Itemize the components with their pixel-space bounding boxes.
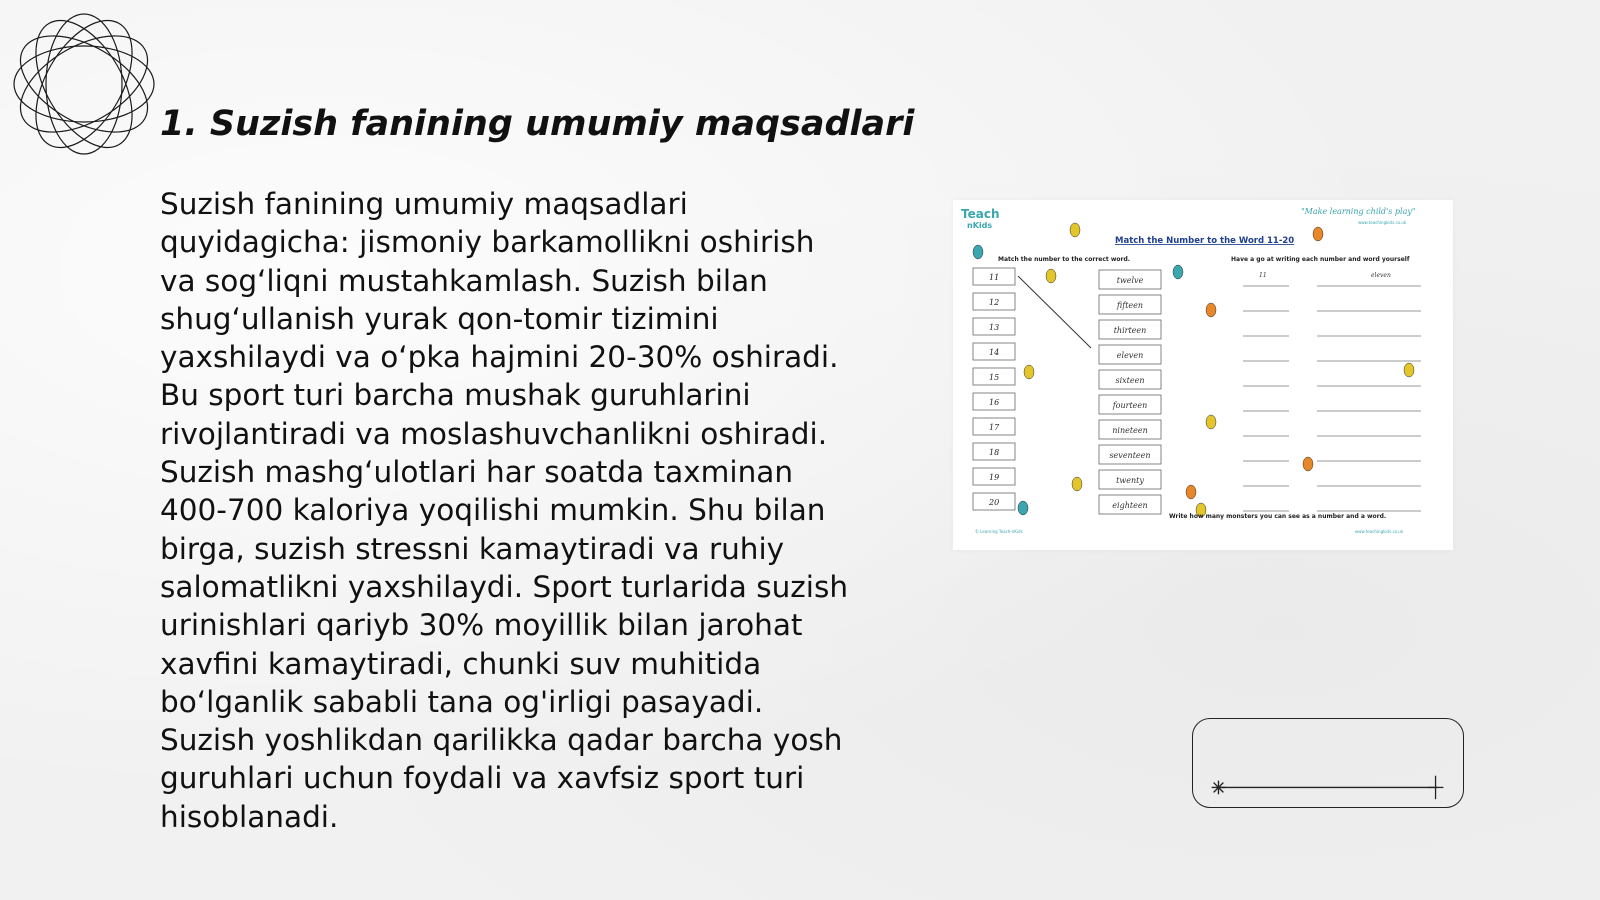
worksheet-instruction-left: Match the number to the correct word.	[998, 256, 1131, 263]
number-label: 20	[989, 498, 1000, 507]
monster-icon	[1046, 269, 1056, 283]
monster-icon	[1313, 227, 1323, 241]
word-label: fifteen	[1116, 301, 1144, 310]
worksheet-example-word: eleven	[1371, 272, 1391, 279]
worksheet-site-top: www.teachingkids.co.uk	[1358, 220, 1407, 225]
worksheet-instruction-right: Have a go at writing each number and word yourself	[1231, 256, 1410, 263]
number-label: 17	[989, 423, 1000, 432]
slide-title: 1. Suzish fanining umumiy maqsadlari	[160, 104, 915, 144]
word-label: thirteen	[1113, 326, 1147, 335]
rosette-ornament-icon	[10, 10, 158, 158]
worksheet-footer-left: © Learning Teach-nKids	[975, 529, 1023, 534]
worksheet-tagline: "Make learning child's play"	[1301, 207, 1416, 216]
word-label: sixteen	[1115, 376, 1145, 385]
worksheet-example-number: 11	[1259, 272, 1267, 279]
number-label: 11	[989, 273, 1000, 282]
monster-icon	[1018, 501, 1028, 515]
monster-icon	[1072, 477, 1082, 491]
word-label: twenty	[1116, 476, 1144, 485]
word-label: nineteen	[1112, 426, 1148, 435]
worksheet-footer-instruction: Write how many monsters you can see as a number and a word.	[1169, 513, 1387, 520]
number-label: 13	[989, 323, 1000, 332]
number-label: 18	[989, 448, 1000, 457]
monster-icon	[1070, 223, 1080, 237]
word-label: eleven	[1116, 351, 1144, 360]
monster-icon	[1024, 365, 1034, 379]
word-label: eighteen	[1112, 501, 1148, 510]
word-label: fourteen	[1112, 401, 1148, 410]
word-label: seventeen	[1109, 451, 1151, 460]
worksheet-footer-right: www.teachingkids.co.uk	[1355, 529, 1404, 534]
monster-icon	[1186, 485, 1196, 499]
monster-icon	[973, 245, 983, 259]
decorative-frame	[1192, 718, 1464, 808]
number-label: 15	[989, 373, 1000, 382]
plus-star-icon	[1428, 776, 1444, 799]
worksheet-image	[953, 200, 1453, 550]
worksheet-title: Match the Number to the Word 11-20	[1115, 236, 1295, 246]
monster-icon	[1404, 363, 1414, 377]
worksheet-match-line	[1018, 276, 1091, 348]
worksheet-logo-line1: Teach	[961, 207, 1000, 221]
number-label: 12	[989, 298, 1000, 307]
number-label: 16	[989, 398, 1000, 407]
slide-body-text: Suzish fanining umumiy maqsadlari quyidagicha: jismoniy barkamollikni oshirish va sog‘liqni mustahkamlash. Suzish bilan shug‘ullanish yurak qon-tomir tizimini yaxshilaydi va o‘pka hajmini 20-30% oshiradi. Bu sport turi barcha mushak guruhlarini rivojlantiradi va moslashuvchanlikni oshiradi. Suzish mashg‘ulotlari har soatda taxminan 400-700 kaloriya yoqilishi mumkin. Shu bilan birga, suzish stressni kamaytiradi va ruhiy salomatlikni yaxshilaydi. Sport turlarida suzish urinishlari qariyb 30% moyillik bilan jarohat xavfini kamaytiradi, chunki suv muhitida bo‘lganlik sababli tana og'irligi pasayadi. Suzish yoshlikdan qarilikka qadar barcha yosh guruhlari uchun foydali va xavfsiz sport turi hisoblanadi.	[160, 187, 849, 834]
monster-icon	[1206, 303, 1216, 317]
number-label: 19	[989, 473, 1000, 482]
monster-icon	[1303, 457, 1313, 471]
monster-icon	[1206, 415, 1216, 429]
monster-icon	[1173, 265, 1183, 279]
worksheet-logo-line2: nKids	[967, 221, 993, 230]
number-label: 14	[989, 348, 1000, 357]
sparkle-icon	[1212, 781, 1226, 795]
word-label: twelve	[1116, 276, 1144, 285]
